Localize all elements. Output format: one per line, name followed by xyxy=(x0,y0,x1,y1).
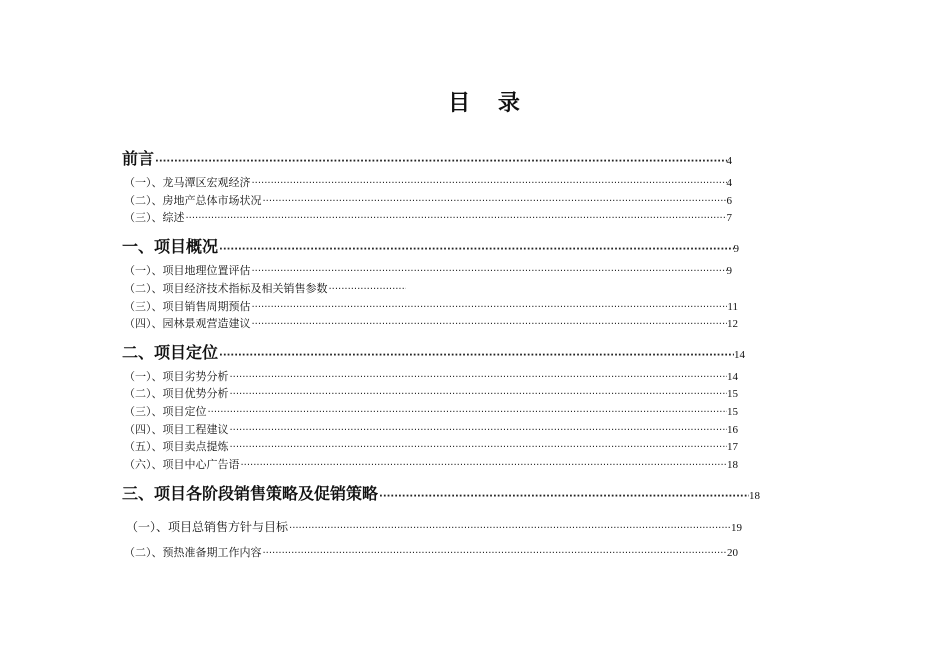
toc-leader xyxy=(263,196,727,207)
toc-entry[interactable] xyxy=(124,385,738,401)
toc-label: 前言 xyxy=(122,149,155,168)
toc-leader xyxy=(186,213,727,224)
toc-entry[interactable] xyxy=(124,209,732,225)
toc-page-number: 14 xyxy=(734,349,745,361)
toc-page-number: 20 xyxy=(727,547,738,559)
toc-page-number: 19 xyxy=(731,522,742,534)
toc-label: （一）、项目地理位置评估 xyxy=(124,264,251,277)
toc-entry[interactable] xyxy=(124,438,738,454)
toc-page-number: 9 xyxy=(726,265,732,277)
toc-leader xyxy=(230,442,728,453)
toc-leader xyxy=(230,389,728,400)
toc-entry[interactable] xyxy=(124,174,732,190)
toc-label: （一）、项目劣势分析 xyxy=(124,370,229,383)
toc-entry-section-1[interactable] xyxy=(122,234,739,257)
toc-leader xyxy=(219,350,734,361)
toc-leader xyxy=(252,178,727,189)
toc-page-number: 18 xyxy=(749,490,760,502)
toc-page-number: 16 xyxy=(727,424,738,436)
toc-label: （四）、园林景观营造建议 xyxy=(124,317,251,330)
toc-label: （三）、综述 xyxy=(124,211,185,224)
toc-label: 一、项目概况 xyxy=(122,237,219,256)
toc-entry[interactable] xyxy=(124,262,732,278)
toc-page-number: 15 xyxy=(727,388,738,400)
toc-entry-section-3[interactable] xyxy=(122,481,760,504)
toc-leader xyxy=(252,319,728,330)
toc-entry[interactable] xyxy=(124,368,738,384)
toc-label: （六）、项目中心广告语 xyxy=(124,458,240,471)
toc-entry[interactable] xyxy=(124,403,738,419)
toc-page-number: 14 xyxy=(727,371,738,383)
toc-leader xyxy=(230,372,728,383)
toc-label: （三）、项目销售周期预估 xyxy=(124,300,251,313)
toc-label: （一）、龙马潭区宏观经济 xyxy=(124,176,251,189)
toc-leader xyxy=(219,244,733,255)
toc-leader xyxy=(155,156,726,167)
toc-label: （二）、项目优势分析 xyxy=(124,387,229,400)
toc-page-number: 9 xyxy=(733,243,739,255)
toc-page-number: 17 xyxy=(727,441,738,453)
toc-page-number: 6 xyxy=(726,195,732,207)
toc-leader xyxy=(252,302,728,313)
toc-label: （五）、项目卖点提炼 xyxy=(124,440,229,453)
toc-leader xyxy=(208,407,728,418)
page-title: 目 录 xyxy=(448,91,530,116)
toc-page-number: 4 xyxy=(726,177,732,189)
toc-label: （四）、项目工程建议 xyxy=(124,423,229,436)
toc-label: （一）、项目总销售方针与目标 xyxy=(126,520,289,534)
toc-label: 二、项目定位 xyxy=(122,343,219,362)
toc-entry-section-2[interactable] xyxy=(122,340,745,363)
toc-page-number: 4 xyxy=(726,155,732,167)
toc-leader xyxy=(379,491,749,502)
toc-page-number: 7 xyxy=(726,212,732,224)
toc-leader xyxy=(263,548,728,559)
toc-label: （二）、房地产总体市场状况 xyxy=(124,194,262,207)
toc-entry[interactable] xyxy=(124,298,738,314)
toc-leader xyxy=(241,460,728,471)
toc-label: 三、项目各阶段销售策略及促销策略 xyxy=(122,484,379,503)
toc-label: （二）、项目经济技术指标及相关销售参数 xyxy=(124,282,328,295)
toc-page-number: 11 xyxy=(727,301,738,313)
toc-leader xyxy=(289,523,731,534)
toc-leader xyxy=(329,284,407,295)
toc-entry[interactable] xyxy=(124,544,738,560)
toc-entry-preface[interactable] xyxy=(122,146,732,169)
toc-page-number: 15 xyxy=(727,406,738,418)
toc-entry[interactable] xyxy=(124,192,732,208)
toc-entry[interactable] xyxy=(124,315,738,331)
toc-leader xyxy=(252,266,727,277)
toc-label: （三）、项目定位 xyxy=(124,405,207,418)
toc-page-number: 18 xyxy=(727,459,738,471)
toc-entry[interactable] xyxy=(126,518,742,535)
toc-label: （二）、预热准备期工作内容 xyxy=(124,546,262,559)
toc-entry[interactable] xyxy=(124,456,738,472)
toc-entry[interactable] xyxy=(124,421,738,437)
toc-entry[interactable] xyxy=(124,280,406,296)
toc-leader xyxy=(230,425,728,436)
toc-page-number: 12 xyxy=(727,318,738,330)
